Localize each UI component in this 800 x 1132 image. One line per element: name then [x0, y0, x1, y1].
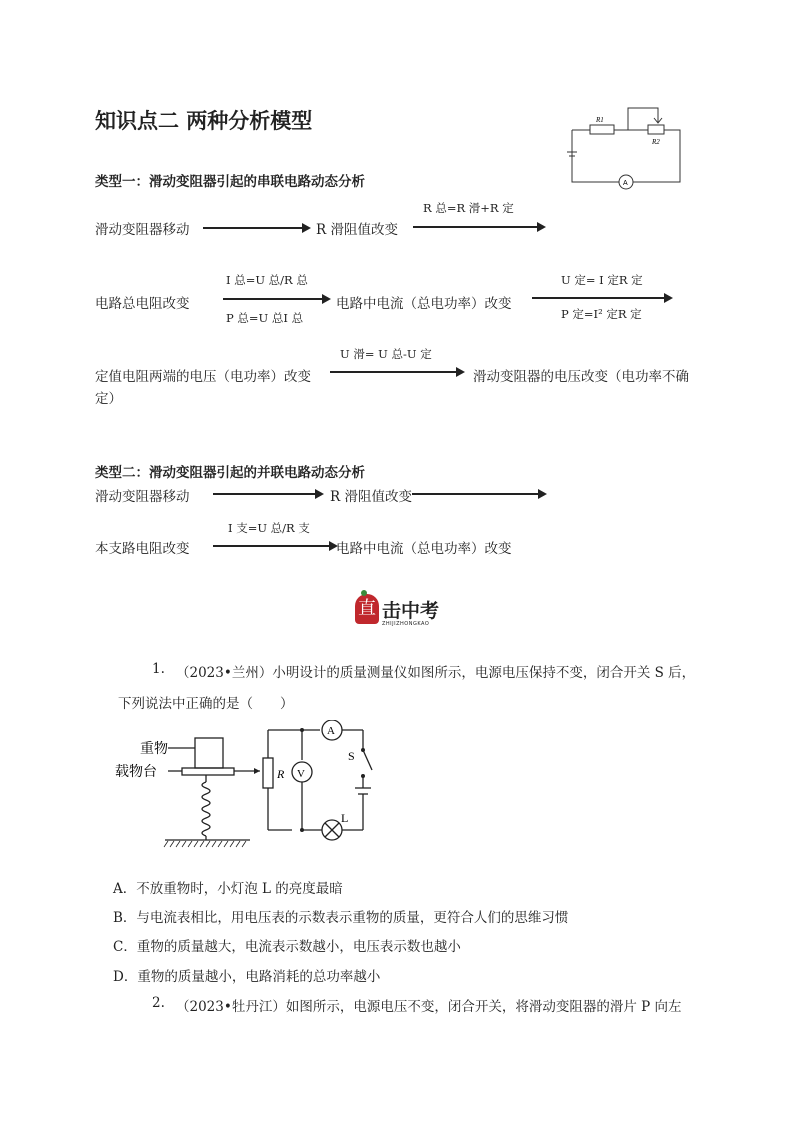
t1-r2-formula-bottom: P 总=U 总I 总 [226, 311, 304, 325]
platform-label: 载物台 [115, 764, 157, 780]
t1-r1-mid: R 滑阻值改变 [316, 222, 398, 238]
voltmeter-label: V [297, 768, 305, 780]
series-circuit-diagram [560, 100, 690, 192]
q1-line1: （2023•兰州）小明设计的质量测量仪如图所示，电源电压保持不变，闭合开关 S 后， [176, 665, 696, 681]
arrow-icon [413, 226, 538, 228]
t1-r1-formula: R 总=R 滑+R 定 [423, 201, 514, 215]
t1-r2-formula2-bottom: P 定=I² 定R 定 [561, 307, 642, 321]
r1-label: R1 [596, 116, 604, 124]
arrow-icon [203, 227, 303, 229]
t2-r2-formula: I 支=U 总/R 支 [228, 521, 310, 535]
type1-heading: 类型一：滑动变阻器引起的串联电路动态分析 [95, 174, 365, 190]
t1-r2-formula2-top: U 定= I 定R 定 [561, 273, 643, 287]
t1-r3-formula: U 滑= U 总-U 定 [340, 347, 432, 361]
switch-label: S [348, 749, 355, 763]
q1-line2: 下列说法中正确的是（ ） [118, 696, 294, 712]
t1-r3-left: 定值电阻两端的电压（电功率）改变 [95, 369, 311, 385]
logo-text: 击中考 [382, 600, 440, 622]
arrow-icon [532, 297, 665, 299]
ammeter-label: A [623, 180, 628, 187]
resistor-r1 [590, 125, 614, 134]
ammeter-label: A [327, 725, 335, 737]
t2-r2-left: 本支路电阻改变 [95, 541, 190, 557]
resistor-r2 [648, 125, 664, 134]
arrow-icon [213, 493, 316, 495]
t1-r3-right-cont: 定） [95, 391, 122, 407]
t1-r1-left: 滑动变阻器移动 [95, 222, 190, 238]
t1-r2-mid: 电路中电流（总电功率）改变 [336, 296, 512, 312]
q1-circuit-figure [110, 720, 400, 855]
q2-number: 2. [152, 995, 165, 1011]
q1-number: 1. [152, 661, 165, 677]
type2-heading: 类型二：滑动变阻器引起的并联电路动态分析 [95, 465, 365, 481]
leaf-icon [361, 590, 367, 596]
q1-option-c[interactable]: C．重物的质量越大，电流表示数越小，电压表示数也越小 [113, 939, 461, 955]
t1-r2-formula-top: I 总=U 总/R 总 [226, 273, 308, 287]
page-title: 知识点二 两种分析模型 [95, 109, 313, 133]
logo-mark: 直 [355, 594, 379, 624]
q1-option-b[interactable]: B．与电流表相比，用电压表的示数表示重物的质量，更符合人们的思维习惯 [113, 910, 569, 926]
logo-subtext: ZHIJIZHONGKAO [382, 621, 430, 627]
t2-r1-mid: R 滑阻值改变 [330, 489, 412, 505]
arrow-icon [223, 298, 323, 300]
t1-r2-left: 电路总电阻改变 [95, 296, 190, 312]
r2-label: R2 [652, 138, 660, 146]
lamp-label: L [341, 811, 349, 825]
logo [355, 592, 445, 634]
r-label: R [277, 767, 285, 781]
t1-r3-right: 滑动变阻器的电压改变（电功率不确 [473, 369, 689, 385]
t2-r1-left: 滑动变阻器移动 [95, 489, 190, 505]
q1-option-a[interactable]: A．不放重物时，小灯泡 L 的亮度最暗 [113, 881, 343, 897]
weight-label: 重物 [140, 741, 168, 757]
arrow-icon [213, 545, 330, 547]
arrow-icon [330, 371, 457, 373]
q1-option-d[interactable]: D．重物的质量越小，电路消耗的总功率越小 [113, 969, 381, 985]
t2-r2-mid: 电路中电流（总电功率）改变 [336, 541, 512, 557]
q2-line1: （2023•牡丹江）如图所示，电源电压不变，闭合开关，将滑动变阻器的滑片 P 向左 [176, 999, 682, 1015]
arrow-icon [412, 493, 539, 495]
